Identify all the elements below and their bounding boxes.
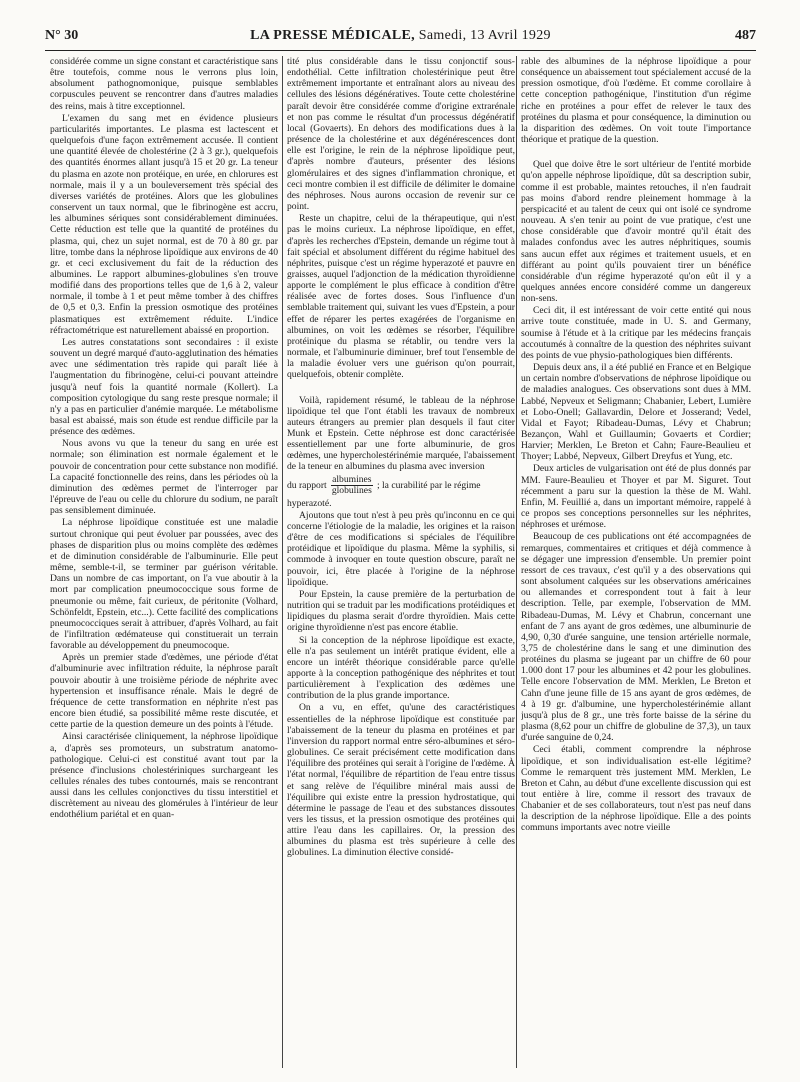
text-column-3 — [521, 56, 751, 1072]
fraction — [331, 475, 372, 496]
text-column-2 — [287, 56, 515, 1072]
paragraph: tité plus considérable dans le tissu conjonctif sous-endothélial. Cette infiltration cholestérinique peut être extrêmement importante et entraînant alors au niveau des cellules des lésions dégénératives. Toute cette cholestérine paraît devoir être considérée comme d'origine extrarénale et non pas comme le résultat d'un processus dégénératif local (Govaerts). En dehors des modifications dues à la présence de la cholestérine et aux dégénérescences dont elle est l'origine, le rein de la néphrose lipoïdique peut, d'après nombre d'auteurs, présenter des lésions glomérulaires et des signes d'inflammation chronique, et ceci montre combien il est difficile de délimiter le domaine des néphroses. Nous aurons occasion de revenir sur ce point. — [287, 56, 515, 213]
paragraph: Deux articles de vulgarisation ont été de plus donnés par MM. Faure-Beaulieu et Thoyer et par M. Siguret. Tout récemment a paru sur la question la thèse de M. Wahl. Enfin, M. Feuillié a, dans un important mémoire, rappelé à ce propos ses conceptions personnelles sur les néphrites, néphroses et urémose. — [521, 463, 751, 531]
issue-date: Samedi, 13 Avril 1929 — [418, 28, 551, 43]
page-header — [45, 26, 756, 51]
formula-prefix: du rapport — [287, 479, 327, 491]
paragraph: Ceci établi, comment comprendre la néphrose lipoïdique, et son individualisation est-elle légitime? Comme le remarquent très justement MM. Merklen, Le Breton et Cahn, au début d'une excellente discussion qui est tout entière à lire, comme il ressort des travaux de Chabanier et de ses collaborateurs, tout n'est pas neuf dans la description de la néphrose lipoïdique. Elle a des points communs importants avec notre vieille — [521, 744, 751, 834]
paragraph: Si la conception de la néphrose lipoïdique est exacte, elle n'a pas seulement un intérêt pratique évident, elle a encore un intérêt théorique considérable parce qu'elle apporte à la conception pathogénique des néphrites et tout particulièrement à l'explication des œdèmes une contribution de la plus grande importance. — [287, 634, 515, 702]
running-title — [45, 28, 756, 44]
paragraph: Les autres constatations sont secondaires : il existe souvent un degré marqué d'auto-agglutination des hématies avec une sédimentation très rapide qui paraît liée à l'augmentation du fibrinogène, celui-ci pouvant atteindre jusqu'à neuf fois la quantité normale (Kollert). La composition cytologique du sang reste presque normale; il n'y a pas en particulier d'anémie marquée. Le métabolisme basal est abaissé, mais son étude est rendue difficile par la présence des œdèmes. — [50, 336, 278, 438]
journal-name: LA PRESSE MÉDICALE, — [250, 28, 415, 43]
paragraph: rable des albumines de la néphrose lipoïdique a pour conséquence un abaissement tout spécialement accusé de la pression osmotique, d'où l'œdème. Et comme corollaire à cette conception pathogénique, l'institution d'un régime riche en protéines a pour effet de relever le taux des protéines du plasma et pour conséquence, la diminution ou la disparition des œdèmes. On voit toute l'importance théorique et pratique de la question. — [521, 56, 751, 146]
fraction-denominator: globulines — [331, 484, 372, 496]
paragraph: Nous avons vu que la teneur du sang en urée est normale; son élimination est normale également et le pouvoir de concentration pour cette substance non modifié. La capacité fonctionnelle des reins, dans les périodes où la diminution des œdèmes permet de l'interroger par l'épreuve de l'eau ou celle du chlorure du sodium, ne paraît pas sensiblement diminuée. — [50, 438, 278, 517]
text-column-1 — [50, 56, 278, 1072]
paragraph: Ceci dit, il est intéressant de voir cette entité qui nous arrive toute constituée, made in U. S. and Germany, soumise à l'étude et à la critique par les médecins français accoutumés à connaître de la question des néphrites suivant des points de vue physio-pathologiques bien différents. — [521, 305, 751, 361]
formula-suffix: ; la curabilité par le régime — [376, 479, 481, 491]
page-number: 487 — [735, 28, 756, 43]
paragraph: considérée comme un signe constant et caractéristique sans être toutefois, comme nous le verrons plus loin, absolument pathognomonique, puisque semblables corpuscules peuvent se rencontrer dans d'autres maladies des reins, mais à titre exceptionnel. — [50, 56, 278, 112]
issue-number: N° 30 — [45, 28, 79, 43]
ratio-formula — [287, 475, 515, 496]
paragraph: Reste un chapitre, celui de la thérapeutique, qui n'est pas le moins curieux. La néphrose lipoïdique, en effet, d'après les recherches d'Epstein, demande un régime tout à fait spécial et absolument différent du régime habituel des néphrites, puisque c'est un régime hyperazoté et pauvre en graisses, auquel l'adjonction de la médication thyroïdienne apporte le complément le plus efficace à condition d'être réalisée avec de fortes doses. Sous l'influence d'un semblable traitement qui, suivant les vues d'Epstein, a pour effet de réparer les pertes exagérées de l'organisme en albumines, on voit les œdèmes se résorber, l'équilibre protéinique du plasma se rétablir, ou tendre vers la normale, et l'albuminurie diminuer, bref tout l'ensemble de la maladie évoluer vers une guérison qu'on pourrait, quelquefois, obtenir complète. — [287, 213, 515, 381]
paragraph: Quel que doive être le sort ultérieur de l'entité morbide qu'on appelle néphrose lipoïdique, dût sa description subir, comme il est probable, maintes retouches, il n'en faudrait pas moins d'abord rendre pleinement hommage à la perspicacité et au talent de ceux qui ont isolé ce syndrome nouveau. A s'en tenir au point de vue pratique, c'est une chose considérable que d'avoir montré qu'il était des malades confondus avec les autres néphritiques, soumis sans aucun effet aux régimes et traitement usuels, et en différant au point qu'ils pouvaient tirer un bénéfice considérable d'un régime hyperazoté qu'on eût il y a quelques années encore considéré comme un dangereux non-sens. — [521, 159, 751, 305]
column-divider-1 — [282, 56, 283, 1068]
paragraph: Ajoutons que tout n'est à peu près qu'inconnu en ce qui concerne l'étiologie de la maladie, les origines et la raison d'être de ces modifications si spéciales de l'équilibre protéidique et lipoïdique du plasma. Même la syphilis, si commode à invoquer en toute question obscure, paraît ne pouvoir, ici, être placée à l'origine de la néphrose lipoïdique. — [287, 509, 515, 588]
column-divider-2 — [516, 56, 517, 1068]
paragraph: Depuis deux ans, il a été publié en France et en Belgique un certain nombre d'observations de néphrose lipoïdique ou de maladies analogues. Ces observations sont dues à MM. Labbé, Nepveux et Seligmann; Chabanier, Lebert, Lumière et Lobo-Onell; Gallavardin, Delore et Josserand; Vedel, Vidal et Fayot; Ribadeau-Dumas, Lévy et Chabrun; Bezançon, Wahl et Guillaumin; Govaerts et Cordier; Harvier; Merklen, Le Breton et Cahn; Faure-Beaulieu et Thoyer; Labbé, Nepveux, Gilbert Dreyfus et Yung, etc. — [521, 362, 751, 463]
paragraph: Beaucoup de ces publications ont été accompagnées de remarques, commentaires et critiques et déjà commence à se dégager une impression d'ensemble. Un premier point ressort de ces travaux, c'est qu'il y a des observations qui sont absolument calquées sur les observations américaines ou allemandes et correspondent tout à fait à leur description. Telle, par exemple, l'observation de MM. Ribadeau-Dumas, M. Lévy et Chabrun, concernant une enfant de 7 ans ayant de gros œdèmes, une albuminurie de 4,90, 0,30 d'urée sanguine, une tension artérielle normale, 3,75 de cholestérine dans le sang et une diminution des protéines du plasma se jugeant par un chiffre de 60 pour 1.000 dont 17 pour les albumines et 42 pour les globulines. Telle encore l'observation de MM. Merklen, Le Breton et Cahn d'une jeune fille de 15 ans ayant de gros œdèmes, de 4 à 19 gr. d'albumine, une hypercholestérinémie allant jusqu'à plus de 8 gr., une très forte baisse de la sérine du plasma (8,62 pour un chiffre de globuline de 37,3), un taux d'urée sanguine de 0,24. — [521, 531, 751, 744]
paragraph: Voilà, rapidement résumé, le tableau de la néphrose lipoïdique tel que l'ont établi les travaux de nombreux auteurs étrangers au premier plan desquels il faut citer Munk et Epstein. Cette néphrose est donc caractérisée essentiellement par une forte albuminurie, de gros œdèmes, une hypercholestérinémie marquée, l'abaissement de la teneur en albumines du plasma avec inversion — [287, 394, 515, 473]
paragraph: hyperazoté. — [287, 497, 332, 509]
paragraph: L'examen du sang met en évidence plusieurs particularités importantes. Le plasma est lactescent et quelquefois d'une façon extrêmement accusée. Il contient une quantité élevée de cholestérine (2 à 3 gr.), quelquefois des quantités énormes allant jusqu'à 15 et 20 gr. La teneur du plasma en azote non protéique, en urée, en chlorures est normale, mais il y a un bouleversement très spécial des diverses variétés de protéines. Alors que les globulines conservent un taux normal, que le fibrinogène est accru, les albumines sériques sont considérablement diminuées. Cette réduction est telle que la quantité de protéines du plasma, qui, chez un sujet normal, est de 70 à 80 gr. par litre, tombe dans la néphrose lipoïdique aux environs de 40 gr. et ceci exclusivement du fait de la réduction des albumines. Le rapport albumines-globulines s'en trouve modifié dans des proportions telles que de 1,6 à 2, valeur normale, il tombe à 1 et peut même tomber à des chiffres de 0,5 et 0,3. Enfin la pression osmotique des protéines plasmatiques est extrêmement réduite. L'indice réfractométrique est naturellement abaissé en proportion. — [50, 112, 278, 336]
paragraph: Pour Epstein, la cause première de la perturbation de nutrition qui se traduit par les modifications protéidiques et lipidiques du plasma serait d'ordre thyroïdien. Mais cette origine thyroïdienne n'est pas encore établie. — [287, 588, 515, 634]
fraction-numerator: albumines — [332, 473, 372, 485]
paragraph: Après un premier stade d'œdèmes, une période d'état d'albuminurie avec infiltration réduite, la néphrose paraît pouvoir aboutir à une troisième période de néphrite avec hypertension et insuffisance rénale. Mais le degré de fréquence de cette transformation en néphrite n'est pas encore bien étudié, sa possibilité même reste discutée, et cette partie de la question demeure un des points à l'étude. — [50, 652, 278, 731]
paragraph: On a vu, en effet, qu'une des caractéristiques essentielles de la néphrose lipoïdique est constituée par l'abaissement de la teneur du plasma en protéines et par l'inversion du rapport normal entre séro-albumines et séro-globulines. Ce serait précisément cette modification dans l'équilibre des protéines qui serait à l'origine de l'œdème. À l'état normal, l'équilibre de répartition de l'eau entre tissus et sang relève de l'équilibre minéral mais aussi de l'équilibre qui existe entre la pression hydrostatique, qui détermine le passage de l'eau et des substances dissoutes vers les tissus, et la pression osmotique des protéines qui attire l'eau dans les capillaires. Or, la pression des albumines du plasma est très supérieure à celle des globulines. La diminution élective considé- — [287, 702, 515, 859]
paragraph: Ainsi caractérisée cliniquement, la néphrose lipoïdique a, d'après ses promoteurs, un substratum anatomo-pathologique. Celui-ci est constitué avant tout par la présence d'inclusions cholestériniques surchargeant les cellules rénales des tubes contournés, mais se rencontrant aussi dans les cellules conjonctives du tissu interstitiel et discrètement au niveau des glomérules à l'intérieur de leur endothélium pariétal et en quan- — [50, 731, 278, 821]
paragraph: La néphrose lipoïdique constituée est une maladie surtout chronique qui peut évoluer par poussées, avec des phases de disparition plus ou moins complète des œdèmes et de diminution considérable de l'albuminurie. Elle peut même, semble-t-il, se terminer par guérison véritable. Dans un nombre de cas important, on l'a vue aboutir à la mort par complication pneumococcique sous forme de pneumonie ou même, fait curieux, de péritonite (Volhard, Schönfeldt, Epstein, etc...). Cette facilité des complications pneumococciques serait à attribuer, d'après Volhard, au fait de l'infiltration œdémateuse qui constituerait un terrain favorable au développement du pneumocoque. — [50, 517, 278, 652]
